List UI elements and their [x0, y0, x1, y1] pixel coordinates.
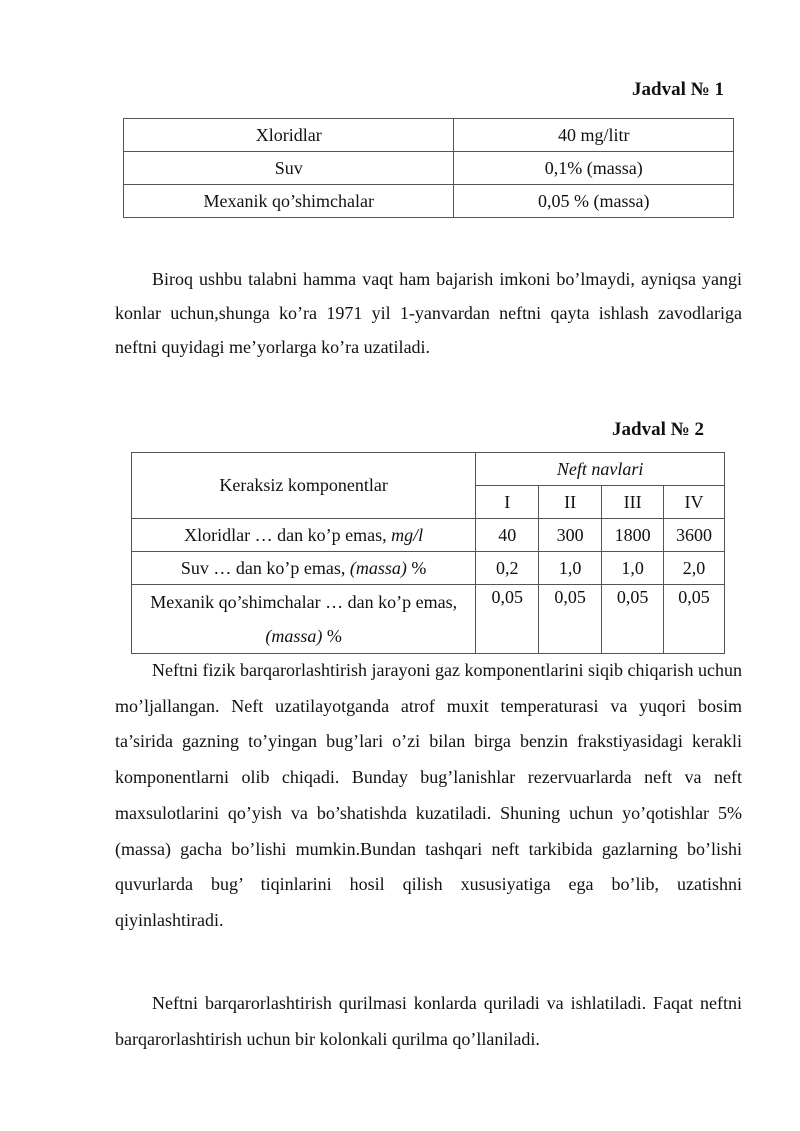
table-row — [124, 119, 734, 152]
table-cell: 0,05 — [602, 585, 664, 654]
row-label: Xloridlar … dan ko’p emas, mg/l — [132, 519, 476, 552]
table-cell: 0,2 — [476, 552, 539, 585]
table-cell: 0,05 % (massa) — [454, 185, 734, 218]
grade-header: III — [602, 486, 664, 519]
table-row — [132, 519, 725, 552]
grades-group-header: Neft navlari — [476, 453, 725, 486]
grade-header: II — [539, 486, 602, 519]
table-cell: 40 — [476, 519, 539, 552]
table-row — [132, 585, 725, 654]
table-cell: 1,0 — [602, 552, 664, 585]
row-label: Mexanik qo’shimchalar … dan ko’p emas, (massa) % — [132, 585, 476, 654]
paragraph-1: Biroq ushbu talabni hamma vaqt ham bajarish imkoni bo’lmaydi, ayniqsa yangi konlar uchun,shunga ko’ra 1971 yil 1-yanvardan neftni qayta ishlash zavodlariga neftni quyidagi me’yorlarga ko’ra uzatiladi. — [115, 269, 742, 357]
table2-caption: Jadval № 2 — [612, 419, 704, 440]
table-cell: 0,05 — [664, 585, 725, 654]
table-cell: 300 — [539, 519, 602, 552]
table-cell: 40 mg/litr — [454, 119, 734, 152]
table-cell: 3600 — [664, 519, 725, 552]
table-row — [132, 552, 725, 585]
table-cell: Mexanik qo’shimchalar — [124, 185, 454, 218]
table-cell: Suv — [124, 152, 454, 185]
table-header-row — [132, 453, 725, 486]
table-row — [124, 185, 734, 218]
table-2 — [131, 452, 725, 654]
paragraph-2: Neftni fizik barqarorlashtirish jarayoni gaz komponentlarini siqib chiqarish uchun mo’ljallangan. Neft uzatilayotganda atrof muxit temperaturasi va yuqori bosim ta’sirida gazning to’yingan bug’lari o’zi bilan birga benzin frakstiyasidagi kerakli komponentlarni olib chiqadi. Bunday bug’lanishlar rezervuarlarda neft va neft maxsulotlarini qo’yish va bo’shatishda kuzatiladi. Shuning uchun yo’qotishlar 5% (massa) gacha bo’lishi mumkin.Bundan tashqari neft tarkibida gazlarning bo’lishi quvurlarda bug’ tiqinlarini hosil qilish xususiyatiga ega bo’lib, uzatishni qiyinlashtiradi. — [115, 660, 742, 930]
row-label: Suv … dan ko’p emas, (massa) % — [132, 552, 476, 585]
table-cell: 0,1% (massa) — [454, 152, 734, 185]
table-cell: 0,05 — [539, 585, 602, 654]
table1-caption: Jadval № 1 — [632, 79, 724, 100]
paragraph-3: Neftni barqarorlashtirish qurilmasi konlarda quriladi va ishlatiladi. Faqat neftni barqarorlashtirish uchun bir kolonkali qurilma qo’llaniladi. — [115, 993, 742, 1049]
table-cell: 2,0 — [664, 552, 725, 585]
components-header: Keraksiz komponentlar — [132, 453, 476, 519]
grade-header: IV — [664, 486, 725, 519]
table-cell: 1800 — [602, 519, 664, 552]
table-cell: 0,05 — [476, 585, 539, 654]
table-cell: 1,0 — [539, 552, 602, 585]
table-1 — [123, 118, 734, 218]
grade-header: I — [476, 486, 539, 519]
table-row — [124, 152, 734, 185]
table-cell: Xloridlar — [124, 119, 454, 152]
